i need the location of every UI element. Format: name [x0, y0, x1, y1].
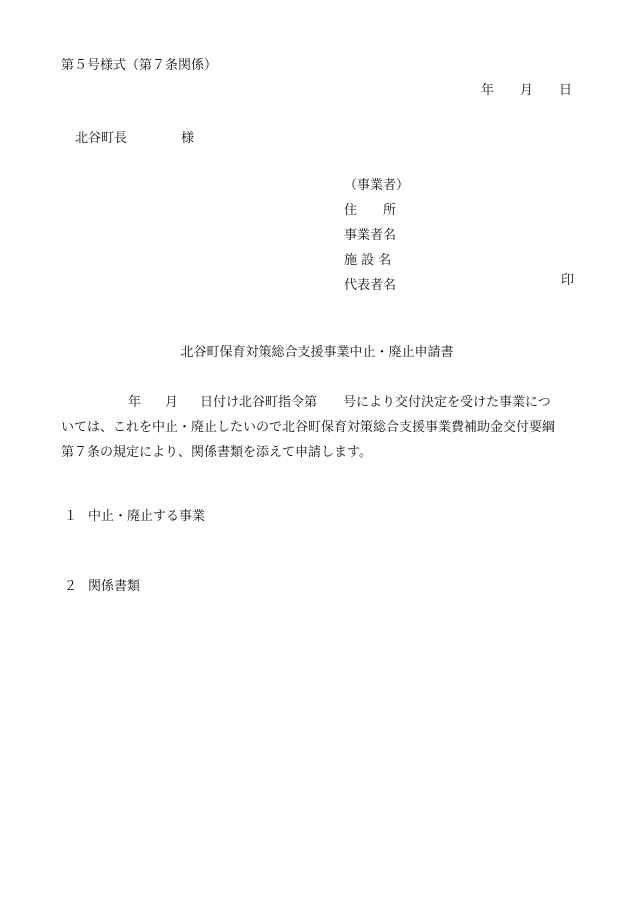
date-line — [481, 84, 572, 97]
date-day-label: 日 — [559, 83, 573, 98]
applicant-heading: （事業者） — [344, 178, 410, 193]
date-month-label: 月 — [520, 83, 534, 98]
section-1-label: 中止・廃止する事業 — [88, 509, 206, 524]
body-line-1 — [61, 390, 576, 415]
applicant-block — [344, 179, 409, 304]
section-1-number: １ — [64, 509, 78, 524]
addressee-name: 北谷町長 — [75, 131, 128, 146]
document-title: 北谷町保育対策総合支援事業中止・廃止申請書 — [180, 345, 454, 360]
addressee-honorific: 様 — [181, 131, 195, 146]
seal-mark: 印 — [561, 273, 575, 288]
representative-label: 代表者名 — [344, 278, 397, 293]
form-number: 第５号様式（第７条関係） — [61, 58, 218, 73]
body-month-label: 月 — [165, 395, 179, 410]
body-line-3: 第７条の規定により、関係書類を添えて申請します。 — [61, 445, 372, 460]
body-year-label: 年 — [128, 395, 142, 410]
section-2 — [64, 580, 140, 593]
address-label: 住 所 — [344, 203, 397, 218]
body-text — [61, 390, 576, 465]
date-year-label: 年 — [481, 83, 495, 98]
body-line-1b: 号により交付決定を受けた事業につ — [343, 395, 551, 410]
facility-name-label: 施 設 名 — [344, 253, 392, 268]
body-line-2: いては、これを中止・廃止したいので北谷町保育対策総合支援事業費補助金交付要綱 — [61, 420, 556, 435]
business-name-label: 事業者名 — [344, 228, 397, 243]
section-2-number: ２ — [64, 579, 78, 594]
section-2-label: 関係書類 — [88, 579, 141, 594]
addressee-line — [75, 132, 194, 145]
body-line-1a: 日付け北谷町指令第 — [200, 395, 318, 410]
section-1 — [64, 510, 205, 523]
